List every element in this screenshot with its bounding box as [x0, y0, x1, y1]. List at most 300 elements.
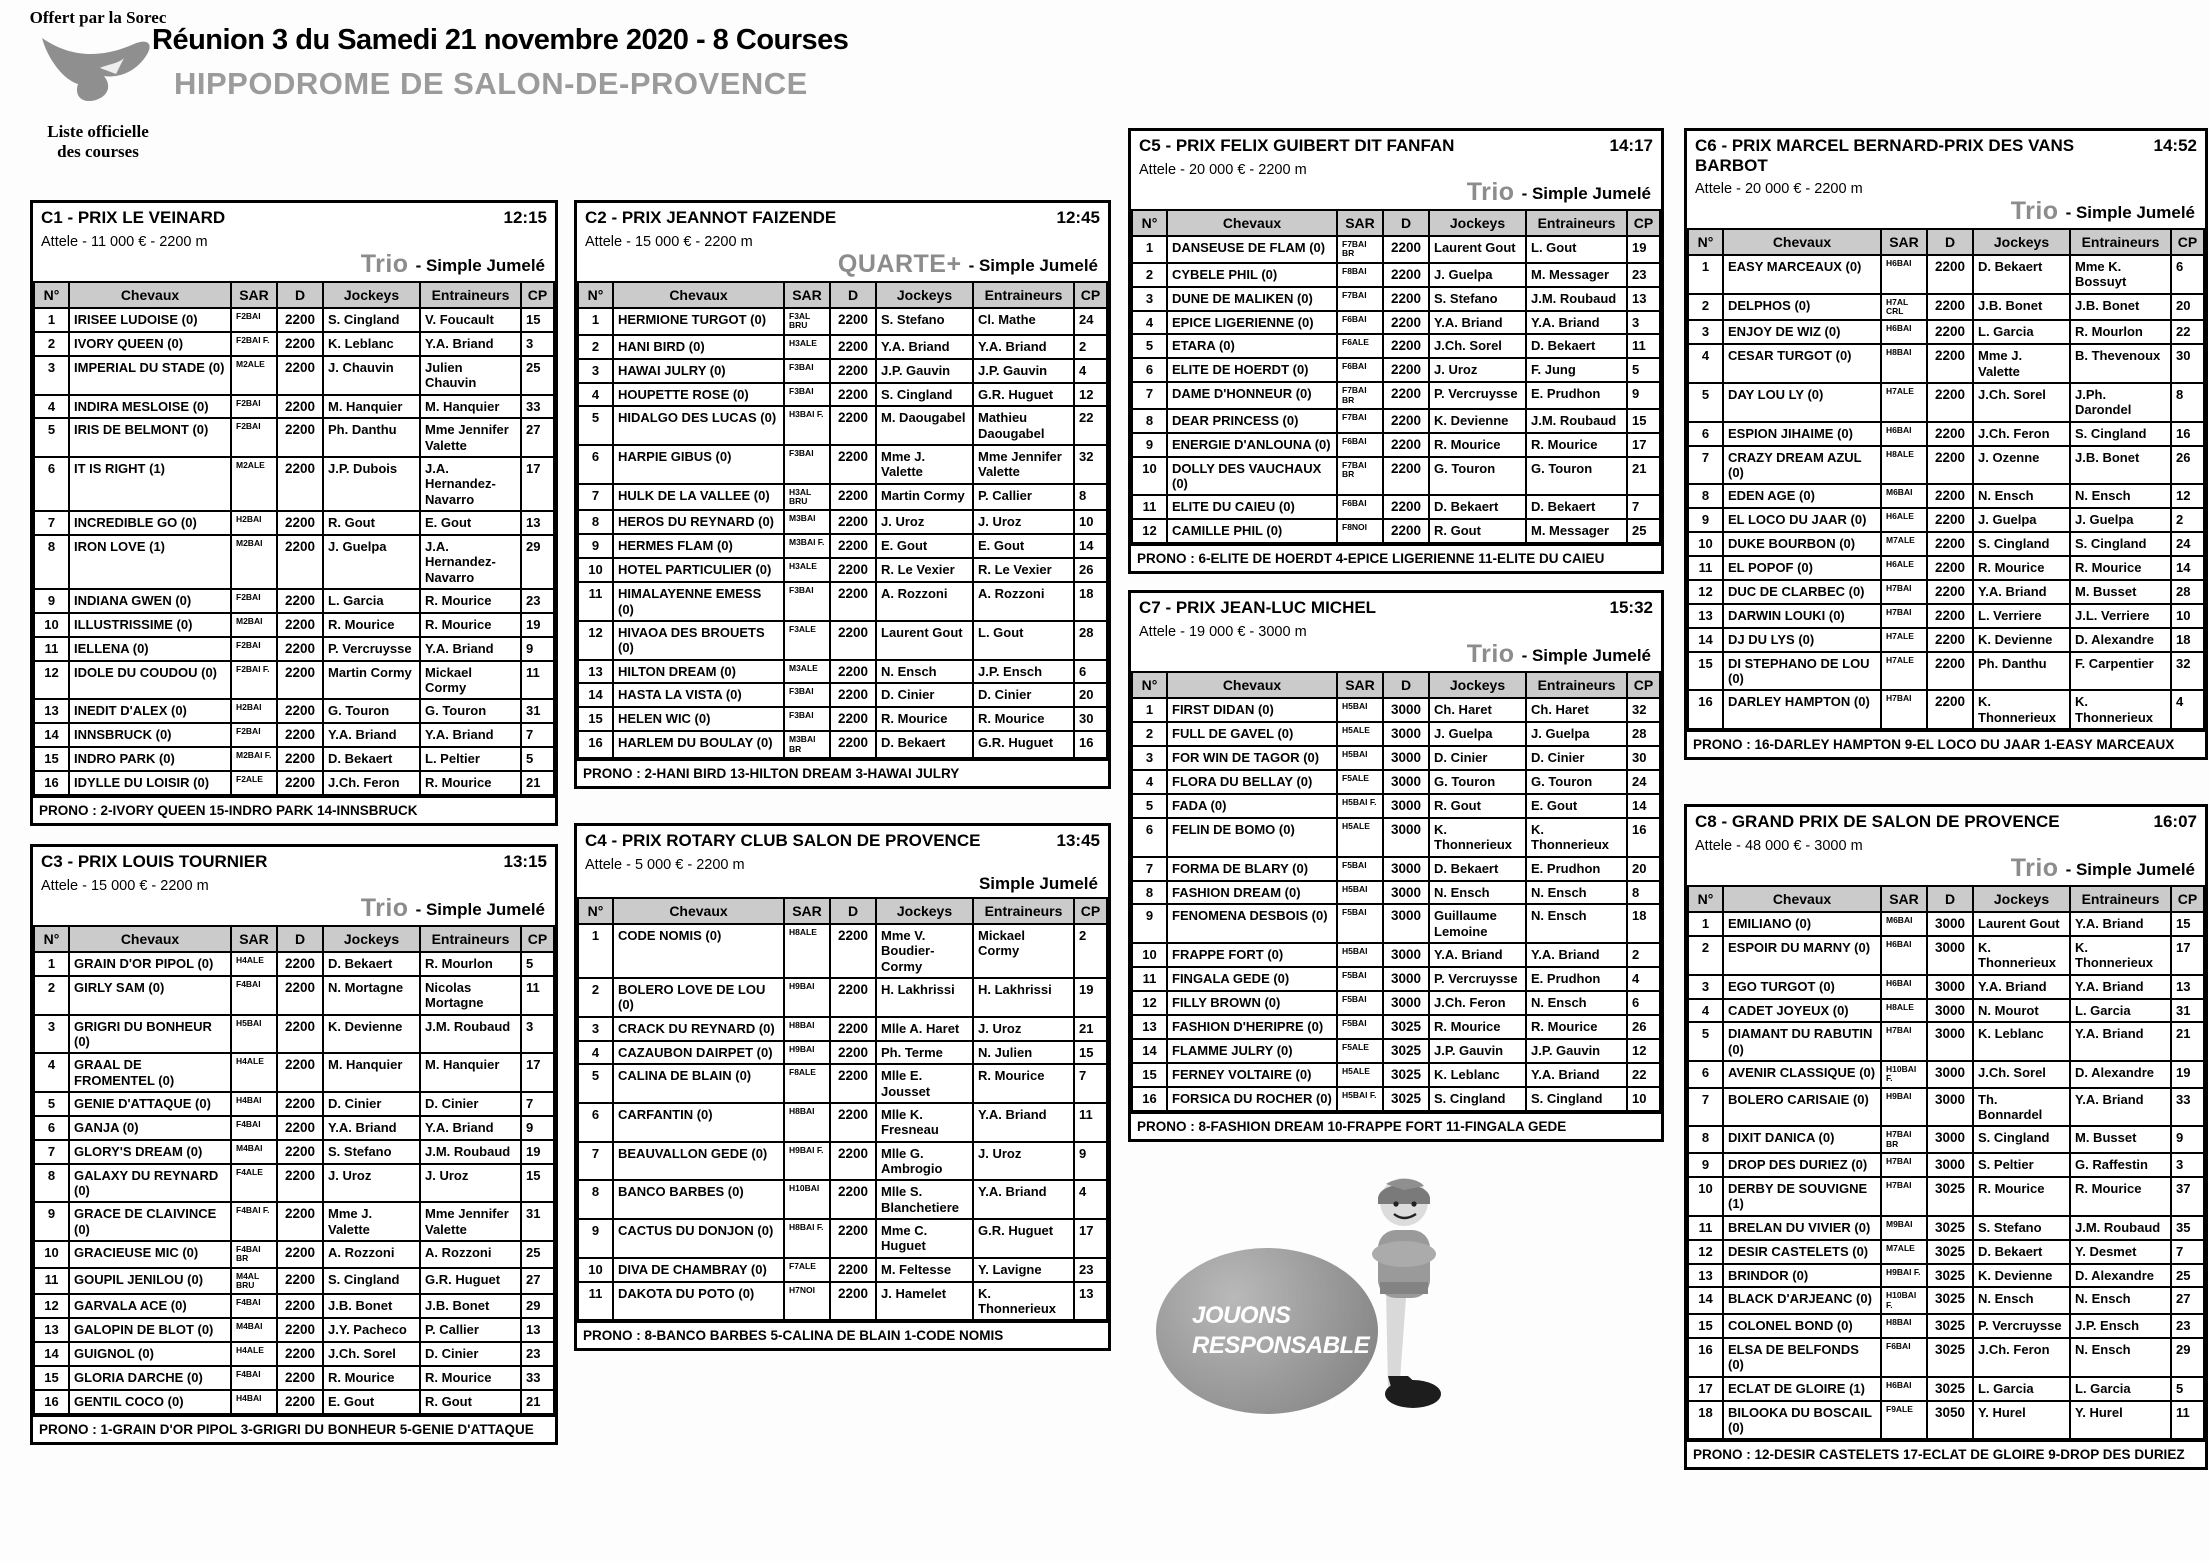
cp-value: 14 [1627, 794, 1660, 818]
jockey-name: D. Bekaert [323, 747, 420, 771]
jockey-name: R. Mourice [323, 613, 420, 637]
cp-value: 22 [1074, 406, 1107, 445]
jockey-name: J.Ch. Sorel [1973, 383, 2070, 422]
table-row [578, 445, 1107, 484]
cp-value: 19 [521, 613, 554, 637]
distance: 3000 [1383, 904, 1429, 943]
cp-value: 27 [521, 418, 554, 457]
distance: 2200 [830, 335, 876, 359]
bet-types-line [1139, 642, 1653, 667]
jockey-name: N. Mortagne [323, 976, 420, 1015]
table-row [34, 1268, 554, 1295]
trainer-name: L. Garcia [2070, 999, 2171, 1023]
sar-code: H5ALE [1337, 1063, 1383, 1087]
jockey-name: L. Verriere [1973, 604, 2070, 628]
sar-code: M3BAI F. [784, 534, 830, 558]
table-row [578, 924, 1107, 978]
trainer-name: J. Uroz [973, 1142, 1074, 1181]
table-row [1132, 698, 1660, 722]
sar-code: H7ALE [1881, 383, 1927, 422]
cp-value: 3 [521, 332, 554, 356]
runner-number: 9 [1132, 433, 1167, 457]
column-header: Entraineurs [1526, 672, 1627, 698]
table-row [1132, 857, 1660, 881]
table-row [34, 952, 554, 976]
horse-name: CRACK DU REYNARD (0) [613, 1017, 784, 1041]
page-subtitle: HIPPODROME DE SALON-DE-PROVENCE [174, 66, 808, 101]
distance: 2200 [1383, 287, 1429, 311]
runner-number: 12 [1688, 1240, 1723, 1264]
trainer-name: N. Ensch [1526, 904, 1627, 943]
cp-value: 17 [521, 457, 554, 511]
table-row [1132, 770, 1660, 794]
trainer-name: R. Mourice [1526, 1015, 1627, 1039]
cp-value: 32 [1627, 698, 1660, 722]
bet-secondary-label: - Simple Jumelé [2065, 203, 2195, 223]
table-row [34, 418, 554, 457]
table-row [578, 1064, 1107, 1103]
table-row [578, 621, 1107, 660]
cp-value: 25 [2171, 1264, 2204, 1288]
horse-name: HANI BIRD (0) [613, 335, 784, 359]
runner-number: 15 [34, 747, 69, 771]
trainer-name: J.P. Ensch [2070, 1314, 2171, 1338]
runners-table [1131, 671, 1661, 1111]
cp-value: 6 [2171, 255, 2204, 294]
jockey-name: D. Bekaert [876, 731, 973, 758]
jockey-name: Y. Hurel [1973, 1401, 2070, 1440]
runner-number: 6 [34, 457, 69, 511]
distance: 2200 [277, 1116, 323, 1140]
jockey-name: K. Thonnerieux [1973, 936, 2070, 975]
runner-number: 14 [578, 683, 613, 707]
horse-name: BILOOKA DU BOSCAIL (0) [1723, 1401, 1881, 1440]
jockey-name: K. Thonnerieux [1429, 818, 1526, 857]
trainer-name: N. Julien [973, 1041, 1074, 1065]
race-card-c1 [30, 200, 558, 826]
race-title-row [1695, 812, 2197, 832]
jockey-name: Mme J. Valette [323, 1202, 420, 1241]
table-header-row [578, 282, 1107, 308]
table-row [1132, 433, 1660, 457]
column-2 [574, 200, 1111, 1351]
race-title: C7 - PRIX JEAN-LUC MICHEL [1139, 598, 1377, 618]
sar-code: H9BAI F. [1881, 1264, 1927, 1288]
distance: 2200 [1927, 556, 1973, 580]
runners-table [1687, 228, 2205, 730]
horse-name: DELPHOS (0) [1723, 294, 1881, 321]
table-row [1132, 457, 1660, 496]
trainer-name: J.L. Verriere [2070, 604, 2171, 628]
sar-code: F4BAI [231, 1366, 277, 1390]
runner-number: 5 [34, 1092, 69, 1116]
trainer-name: Mathieu Daougabel [973, 406, 1074, 445]
table-row [1688, 1264, 2204, 1288]
sar-code: H7NOI [784, 1282, 830, 1321]
race-title: C1 - PRIX LE VEINARD [41, 208, 226, 227]
cp-value: 21 [1074, 1017, 1107, 1041]
column-header: CP [521, 282, 554, 308]
jockey-name: A. Rozzoni [323, 1241, 420, 1268]
trainer-name: G. Touron [1526, 457, 1627, 496]
sar-code: M2ALE [231, 457, 277, 511]
cp-value: 4 [1074, 1180, 1107, 1219]
distance: 3000 [1383, 770, 1429, 794]
runner-number: 5 [578, 406, 613, 445]
column-header: SAR [1881, 886, 1927, 912]
trainer-name: K. Thonnerieux [973, 1282, 1074, 1321]
sar-code: M2ALE [231, 356, 277, 395]
cp-value: 19 [521, 1140, 554, 1164]
trainer-name: M. Hanquier [420, 1053, 521, 1092]
horse-name: FILLY BROWN (0) [1167, 991, 1337, 1015]
cp-value: 21 [521, 1390, 554, 1414]
distance: 2200 [277, 613, 323, 637]
trainer-name: S. Cingland [1526, 1087, 1627, 1111]
sar-code: F7BAI [1337, 287, 1383, 311]
runner-number: 8 [1132, 881, 1167, 905]
column-header: Entraineurs [420, 282, 521, 308]
runner-number: 5 [1688, 383, 1723, 422]
sar-code: F5BAI [1337, 1015, 1383, 1039]
table-row [1688, 1177, 2204, 1216]
table-row [34, 637, 554, 661]
race-header [1687, 131, 2205, 226]
cp-value: 11 [1074, 1103, 1107, 1142]
runner-number: 12 [34, 661, 69, 700]
distance: 2200 [277, 457, 323, 511]
jockey-name: R. Gout [1429, 794, 1526, 818]
distance: 2200 [830, 924, 876, 978]
trainer-name: M. Messager [1526, 263, 1627, 287]
sar-code: H9BAI F. [784, 1142, 830, 1181]
table-row [34, 1342, 554, 1366]
distance: 3000 [1927, 936, 1973, 975]
prono-line: PRONO : 8-BANCO BARBES 5-CALINA DE BLAIN 1-CODE NOMIS [577, 1321, 1108, 1348]
table-row [1688, 1377, 2204, 1401]
jockey-name: M. Hanquier [323, 1053, 420, 1092]
jockey-name: R. Mourice [1429, 433, 1526, 457]
trainer-name: R. Mourice [2070, 1177, 2171, 1216]
table-row [578, 707, 1107, 731]
jockey-name: Martin Cormy [876, 484, 973, 511]
horse-name: CARFANTIN (0) [613, 1103, 784, 1142]
cp-value: 13 [2171, 975, 2204, 999]
sar-code: F3BAI [784, 707, 830, 731]
trainer-name: J. Uroz [973, 510, 1074, 534]
jockey-name: L. Garcia [323, 589, 420, 613]
runner-number: 4 [1132, 770, 1167, 794]
sar-code: H3AL BRU [784, 484, 830, 511]
distance: 3025 [1383, 1039, 1429, 1063]
cp-value: 6 [1074, 660, 1107, 684]
jockey-name: E. Gout [323, 1390, 420, 1414]
runner-number: 2 [1688, 936, 1723, 975]
jockey-name: S. Cingland [323, 308, 420, 332]
trainer-name: G. Touron [1526, 770, 1627, 794]
sar-code: H6BAI [1881, 1377, 1927, 1401]
runners-table [577, 281, 1108, 759]
sar-code: H7BAI [1881, 690, 1927, 729]
trainer-name: D. Alexandre [2070, 628, 2171, 652]
table-row [578, 1219, 1107, 1258]
horse-name: FASHION D'HERIPRE (0) [1167, 1015, 1337, 1039]
column-header: Chevaux [1723, 229, 1881, 255]
horse-name: DJ DU LYS (0) [1723, 628, 1881, 652]
distance: 2200 [277, 356, 323, 395]
trainer-name: G. Raffestin [2070, 1153, 2171, 1177]
table-row [1132, 722, 1660, 746]
distance: 2200 [830, 383, 876, 407]
horse-name: FRAPPE FORT (0) [1167, 943, 1337, 967]
table-row [34, 1318, 554, 1342]
logo-caption-bottom [18, 122, 178, 161]
cp-value: 32 [1074, 445, 1107, 484]
runner-number: 4 [578, 1041, 613, 1065]
distance: 2200 [830, 359, 876, 383]
table-row [1688, 1338, 2204, 1377]
table-row [1688, 532, 2204, 556]
jockey-name: Mme J. Valette [1973, 344, 2070, 383]
table-row [34, 1202, 554, 1241]
distance: 2200 [830, 558, 876, 582]
runner-number: 10 [578, 558, 613, 582]
trainer-name: R. Mourice [420, 589, 521, 613]
cp-value: 25 [1627, 519, 1660, 543]
cp-value: 20 [1074, 683, 1107, 707]
race-card-c3 [30, 844, 558, 1445]
table-row [1688, 690, 2204, 729]
trainer-name: G.R. Huguet [420, 1268, 521, 1295]
sar-code: F2BAI [231, 637, 277, 661]
trainer-name: Y.A. Briand [420, 637, 521, 661]
sar-code: H4ALE [231, 1342, 277, 1366]
distance: 2200 [830, 1103, 876, 1142]
jockey-name: R. Mourice [876, 707, 973, 731]
runner-number: 1 [578, 924, 613, 978]
jockey-name: S. Stefano [876, 308, 973, 335]
trainer-name: Y.A. Briand [1526, 1063, 1627, 1087]
table-row [34, 1140, 554, 1164]
horse-name: HOUPETTE ROSE (0) [613, 383, 784, 407]
table-row [1688, 255, 2204, 294]
runner-number: 5 [578, 1064, 613, 1103]
jockey-name: R. Gout [323, 511, 420, 535]
jockey-name: L. Garcia [1973, 320, 2070, 344]
runner-number: 2 [578, 978, 613, 1017]
sar-code: F5BAI [1337, 991, 1383, 1015]
trainer-name: K. Thonnerieux [1526, 818, 1627, 857]
horse-name: EPICE LIGERIENNE (0) [1167, 311, 1337, 335]
sar-code: F7BAI [1337, 409, 1383, 433]
jockey-name: D. Bekaert [323, 952, 420, 976]
trainer-name: J.Ph. Darondel [2070, 383, 2171, 422]
sar-code: F8ALE [784, 1064, 830, 1103]
jockey-name: P. Vercruysse [1973, 1314, 2070, 1338]
runner-number: 8 [578, 1180, 613, 1219]
table-row [578, 1017, 1107, 1041]
horse-name: INDIANA GWEN (0) [69, 589, 231, 613]
trainer-name: Y.A. Briand [973, 335, 1074, 359]
distance: 2200 [277, 535, 323, 589]
bet-primary-label: Trio [1466, 640, 1515, 669]
cp-value: 11 [2171, 1401, 2204, 1440]
jockey-name: Y.A. Briand [1973, 580, 2070, 604]
distance: 2200 [277, 661, 323, 700]
trainer-name: L. Gout [1526, 236, 1627, 263]
sar-code: M4AL BRU [231, 1268, 277, 1295]
horse-name: CESAR TURGOT (0) [1723, 344, 1881, 383]
horse-name: AVENIR CLASSIQUE (0) [1723, 1061, 1881, 1088]
jockey-name: D. Bekaert [1429, 857, 1526, 881]
prono-line: PRONO : 2-HANI BIRD 13-HILTON DREAM 3-HAWAI JULRY [577, 759, 1108, 786]
table-row [578, 484, 1107, 511]
table-row [1688, 422, 2204, 446]
runner-number: 11 [1132, 967, 1167, 991]
horse-name: HEROS DU REYNARD (0) [613, 510, 784, 534]
trainer-name: K. Thonnerieux [2070, 936, 2171, 975]
sar-code: H5ALE [1337, 818, 1383, 857]
trainer-name: E. Gout [1526, 794, 1627, 818]
sar-code: M3ALE [784, 660, 830, 684]
column-header: D [1383, 672, 1429, 698]
cp-value: 11 [521, 976, 554, 1015]
table-row [578, 660, 1107, 684]
sar-code: H6BAI [1881, 936, 1927, 975]
trainer-name: Mme Jennifer Valette [973, 445, 1074, 484]
runners-table [1131, 209, 1661, 544]
trainer-name: J.B. Bonet [2070, 446, 2171, 485]
jockey-name: Y.A. Briand [323, 1116, 420, 1140]
jockey-name: Y.A. Briand [1429, 943, 1526, 967]
distance: 2200 [830, 1282, 876, 1321]
trainer-name: D. Alexandre [2070, 1061, 2171, 1088]
cp-value: 14 [2171, 556, 2204, 580]
sar-code: H3ALE [784, 335, 830, 359]
cp-value: 14 [1074, 534, 1107, 558]
sar-code: H8BAI [1881, 344, 1927, 383]
cp-value: 12 [2171, 484, 2204, 508]
cp-value: 10 [1074, 510, 1107, 534]
column-header: D [830, 898, 876, 924]
sar-code: H8BAI F. [784, 1219, 830, 1258]
horse-name: FADA (0) [1167, 794, 1337, 818]
column-header: SAR [231, 926, 277, 952]
jockey-name: Ph. Danthu [323, 418, 420, 457]
distance: 2200 [277, 1342, 323, 1366]
distance: 3000 [1383, 881, 1429, 905]
sar-code: M3BAI [784, 510, 830, 534]
race-conditions: Attele - 48 000 € - 3000 m [1695, 838, 1863, 855]
race-start-time: 13:45 [1056, 830, 1100, 850]
horse-name: INDRO PARK (0) [69, 747, 231, 771]
cp-value: 10 [1627, 1087, 1660, 1111]
distance: 2200 [277, 637, 323, 661]
distance: 2200 [1383, 334, 1429, 358]
trainer-name: J.M. Roubaud [1526, 409, 1627, 433]
table-row [34, 395, 554, 419]
distance: 3000 [1927, 1153, 1973, 1177]
bet-types-line [41, 896, 547, 921]
table-row [1132, 358, 1660, 382]
runner-number: 9 [1688, 508, 1723, 532]
trainer-name: J.B. Bonet [2070, 294, 2171, 321]
jockey-name: Mlle S. Blanchetiere [876, 1180, 973, 1219]
runner-number: 10 [1132, 457, 1167, 496]
jockey-name: J.Ch. Feron [1973, 422, 2070, 446]
jockey-name: Mme J. Valette [876, 445, 973, 484]
jockey-name: R. Le Vexier [876, 558, 973, 582]
runner-number: 8 [1688, 1126, 1723, 1153]
table-row [1132, 818, 1660, 857]
horse-name: FORSICA DU ROCHER (0) [1167, 1087, 1337, 1111]
bet-primary-label: Trio [2010, 854, 2059, 883]
jockey-name: D. Bekaert [1429, 495, 1526, 519]
table-row [1132, 943, 1660, 967]
distance: 2200 [277, 1390, 323, 1414]
horse-name: BOLERO CARISAIE (0) [1723, 1088, 1881, 1127]
sar-code: H7BAI [1881, 604, 1927, 628]
sar-code: H7BAI [1881, 1153, 1927, 1177]
distance: 2200 [830, 660, 876, 684]
bet-primary-label: QUARTE+ [837, 250, 962, 278]
table-header-row [1688, 886, 2204, 912]
jockey-name: N. Ensch [1973, 484, 2070, 508]
trainer-name: D. Cinier [1526, 746, 1627, 770]
race-start-time: 14:52 [2153, 136, 2197, 155]
bet-secondary-label: - Simple Jumelé [2065, 860, 2195, 880]
distance: 3000 [1927, 1126, 1973, 1153]
distance: 2200 [277, 395, 323, 419]
table-row [34, 771, 554, 795]
sar-code: H10BAI F. [1881, 1287, 1927, 1314]
table-header-row [34, 282, 554, 308]
cp-value: 4 [2171, 690, 2204, 729]
table-row [1688, 446, 2204, 485]
trainer-name: E. Prudhon [1526, 967, 1627, 991]
cp-value: 11 [1627, 334, 1660, 358]
table-header-row [1132, 672, 1660, 698]
table-row [578, 383, 1107, 407]
horse-name: DUNE DE MALIKEN (0) [1167, 287, 1337, 311]
sar-code: H10BAI [784, 1180, 830, 1219]
column-header: D [830, 282, 876, 308]
sar-code: F5ALE [1337, 770, 1383, 794]
table-row [578, 406, 1107, 445]
table-row [1688, 344, 2204, 383]
race-conditions: Attele - 5 000 € - 2200 m [585, 856, 745, 873]
trainer-name: D. Alexandre [2070, 1264, 2171, 1288]
distance: 2200 [277, 1053, 323, 1092]
jockey-name: N. Ensch [876, 660, 973, 684]
runner-number: 15 [34, 1366, 69, 1390]
horse-name: DARLEY HAMPTON (0) [1723, 690, 1881, 729]
sar-code: H5BAI [1337, 698, 1383, 722]
distance: 2200 [830, 582, 876, 621]
trainer-name: L. Garcia [2070, 1377, 2171, 1401]
table-row [1688, 975, 2204, 999]
trainer-name: D. Cinier [973, 683, 1074, 707]
trainer-name: R. Mourice [2070, 556, 2171, 580]
table-row [1688, 936, 2204, 975]
race-conditions: Attele - 11 000 € - 2200 m [41, 234, 208, 250]
jockey-name: Mlle E. Jousset [876, 1064, 973, 1103]
jockey-name: Ph. Terme [876, 1041, 973, 1065]
jockey-name: Y.A. Briand [876, 335, 973, 359]
column-header: CP [1074, 898, 1107, 924]
column-header: Chevaux [69, 282, 231, 308]
distance: 2200 [830, 1219, 876, 1258]
